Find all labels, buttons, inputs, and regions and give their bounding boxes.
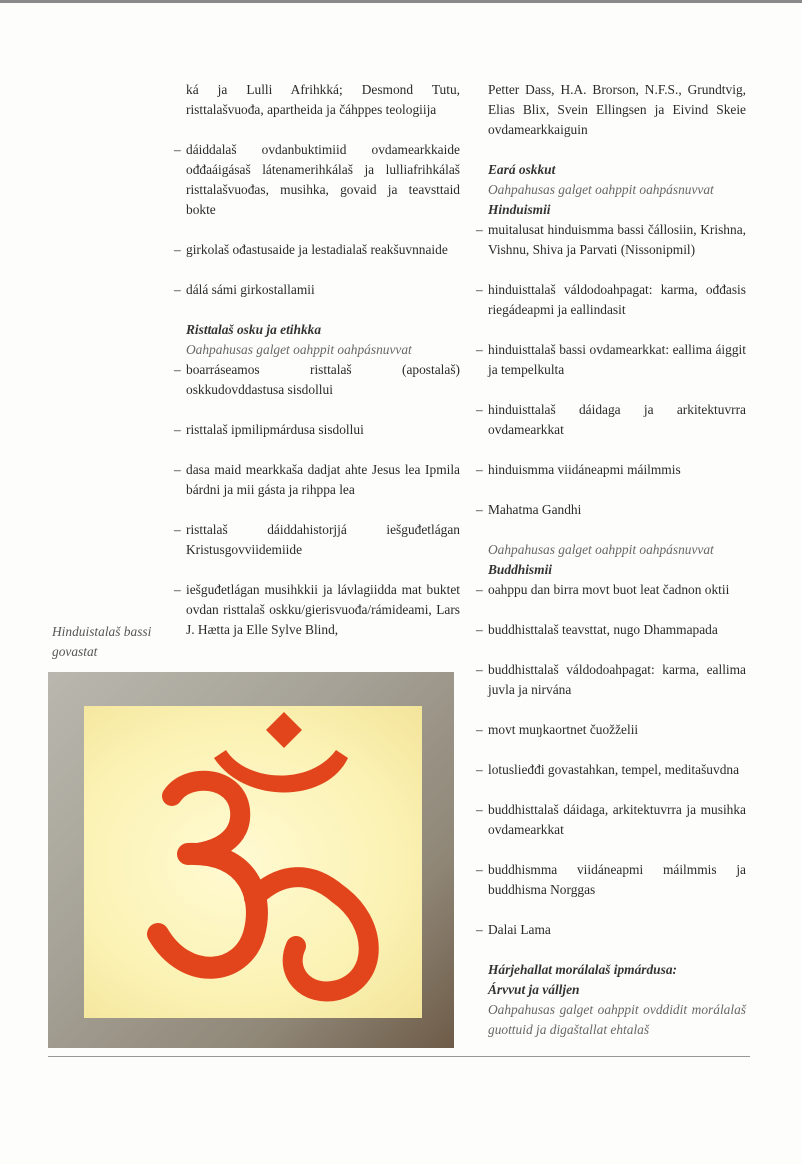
section-subtitle: Oahpahusas galget oahppit oahpásnuvvat <box>488 542 714 557</box>
list-item: – Dalai Lama <box>476 922 551 937</box>
list-item: – Mahatma Gandhi <box>476 502 582 517</box>
list-item: – dálá sámi girkostallamii <box>174 282 315 297</box>
list-item: – boarráseamos risttalaš (apostalaš) oskkudovddastusa sisdollui <box>174 362 460 397</box>
other-religions-title: Eará oskkut <box>488 162 556 177</box>
hinduism-title: Hinduismii <box>488 202 551 217</box>
list-item: – lotuslieđđi govastahkan, tempel, meditašuvdna <box>476 762 740 777</box>
list-item: – risttalaš dáiddahistorjjá iešguđetlágan Kristusgovviidemiide <box>174 522 460 557</box>
moral-title-2: Árvvut ja válljen <box>488 982 580 997</box>
om-symbol-icon <box>48 672 454 1048</box>
list-item: – dasa maid mearkkaša dadjat ahte Jesus lea Ipmila bárdni ja mii gásta ja rihppa lea <box>174 462 460 497</box>
list-item: – hinduisttalaš bassi ovdamearkkat: eallima áiggit ja tempelkulta <box>476 342 746 377</box>
om-figure <box>48 672 454 1048</box>
list-item: – hinduisttalaš váldodoahpagat: karma, ođđasis riegádeapmi ja eallindasit <box>476 282 746 317</box>
list-item: – hinduisttalaš dáidaga ja arkitektuvrra ovdamearkkat <box>476 402 746 437</box>
section-subtitle: Oahpahusas galget oahppit oahpásnuvvat <box>488 182 714 197</box>
list-item: – iešguđetlágan musihkkii ja lávlagiidda mat buktet ovdan risttalaš oskku/gierisvuođa/rámideami, Lars J. Hætta ja Elle Sylve Blind, <box>174 582 460 637</box>
list-item: – buddhisttalaš váldodoahpagat: karma, eallima juvla ja nirvána <box>476 662 746 697</box>
left-text-column <box>174 80 460 660</box>
list-item: – muitalusat hinduismma bassi čállosiin, Krishna, Vishnu, Shiva ja Parvati (Nissonipmil) <box>476 222 746 257</box>
list-item: – risttalaš ipmilipmárdusa sisdollui <box>174 422 364 437</box>
list-item: – buddhisttalaš dáidaga, arkitektuvrra ja musihka ovdamearkkat <box>476 802 746 837</box>
list-item: – oahppu dan birra movt buot leat čadnon oktii <box>476 582 730 597</box>
list-item: – hinduismma viidáneapmi máilmmis <box>476 462 681 477</box>
bottom-rule <box>48 1056 750 1057</box>
right-text-column <box>476 80 746 1040</box>
top-rule <box>0 0 802 3</box>
list-item: – girkolaš ođastusaide ja lestadialaš reakšuvnnaide <box>174 242 448 257</box>
moral-title-1: Hárjehallat morálalaš ipmárdusa: <box>488 962 677 977</box>
figure-caption: Hinduistalaš bassi govastat <box>52 624 152 659</box>
list-item: – dáiddalaš ovdanbuktimiid ovdamearkkaide ođđaáigásaš látenamerihkálaš ja lulliafrihkálaš risttalašvuođas, musihka, govaid ja teavsttaid bokte <box>174 142 460 217</box>
buddhism-title: Buddhismii <box>488 562 553 577</box>
list-item: – buddhismma viidáneapmi máilmmis ja buddhisma Norggas <box>476 862 746 897</box>
right-intro-text: Petter Dass, H.A. Brorson, N.F.S., Grundtvig, Elias Blix, Svein Ellingsen ja Eivind Skeie ovdamearkkaiguin <box>488 82 746 137</box>
list-item: – movt muŋkaortnet čuožželii <box>476 722 639 737</box>
moral-text: Oahpahusas galget oahppit ovddidit morálalaš guottuid ja digaštallat ehtalaš <box>488 1002 746 1037</box>
left-intro-text: ká ja Lulli Afrihkká; Desmond Tutu, risttalašvuođa, apartheida ja čáhppes teologiija <box>186 82 460 117</box>
section-title: Risttalaš osku ja etihkka <box>186 322 322 337</box>
list-item: – buddhisttalaš teavsttat, nugo Dhammapada <box>476 622 718 637</box>
section-subtitle: Oahpahusas galget oahppit oahpásnuvvat <box>186 342 412 357</box>
